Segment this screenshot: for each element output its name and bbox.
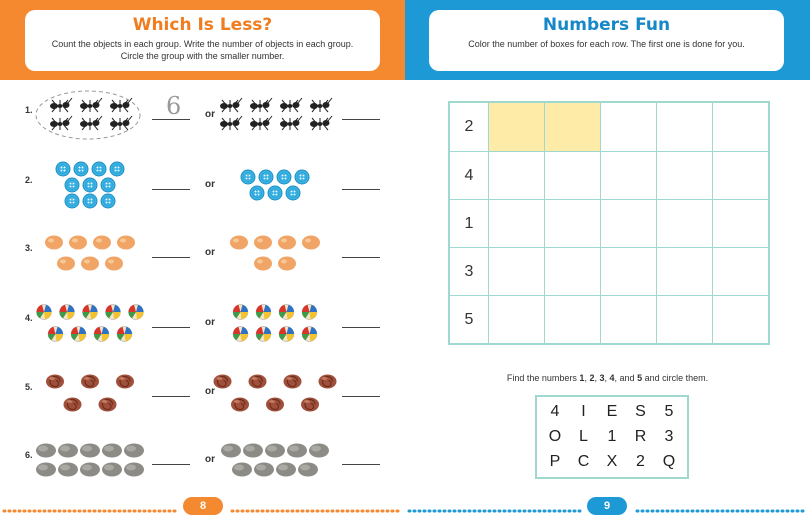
right-group[interactable] [221, 444, 329, 477]
right-banner [405, 0, 810, 80]
beach-ball-icon [37, 305, 52, 320]
egg-groups [0, 223, 405, 283]
row-number: 6. [25, 450, 33, 460]
grid-cell[interactable] [712, 103, 768, 151]
answer-line-right[interactable] [342, 189, 380, 190]
button-icon [83, 194, 97, 208]
page-number-right: 9 [587, 497, 627, 515]
row-number: 4. [25, 313, 33, 323]
ant-icon [310, 116, 332, 130]
right-group[interactable] [220, 98, 332, 130]
rock-icon [265, 444, 285, 458]
puzzle-character[interactable]: O [548, 428, 562, 445]
right-group[interactable] [214, 375, 337, 412]
comparison-row [0, 293, 405, 353]
beach-ball-icon [71, 327, 86, 342]
button-icon [74, 162, 88, 176]
ant-icon [220, 98, 242, 112]
ant-icon [250, 98, 272, 112]
rock-icon [276, 463, 296, 477]
grid-cell[interactable] [656, 152, 712, 200]
puzzle-character[interactable]: I [581, 403, 586, 420]
grid-row-label: 1 [464, 215, 474, 232]
beach-ball-icon [256, 305, 271, 320]
puzzle-character[interactable]: X [606, 453, 618, 470]
snail-shell-icon [81, 375, 99, 389]
row-number: 5. [25, 382, 33, 392]
button-icon [92, 162, 106, 176]
or-label: or [205, 179, 215, 190]
puzzle-character[interactable]: 1 [607, 428, 617, 445]
ant-icon [80, 98, 102, 112]
egg-icon [254, 257, 272, 271]
left-title-card [25, 10, 380, 71]
egg-icon [81, 257, 99, 271]
left-banner [0, 0, 405, 80]
rock-icon [36, 463, 56, 477]
rock-icon [80, 463, 100, 477]
grid-cell[interactable] [600, 103, 656, 151]
or-label: or [205, 317, 215, 328]
comparison-row [0, 362, 405, 422]
button-icon [286, 186, 300, 200]
answer-line-left[interactable] [152, 257, 190, 258]
beach-ball-icon [256, 327, 271, 342]
egg-icon [45, 236, 63, 250]
ant-icon [110, 116, 132, 130]
answer-line-left[interactable] [152, 189, 190, 190]
grid-cell[interactable] [544, 103, 600, 151]
button-icon [241, 170, 255, 184]
page-title-numbers-fun: Numbers Fun [542, 15, 671, 35]
ant-icon [50, 98, 72, 112]
find-number-1: 1 [579, 373, 585, 383]
rock-icon [243, 444, 263, 458]
puzzle-character[interactable]: P [549, 453, 561, 470]
snail-shell-icon [231, 398, 249, 412]
beach-ball-icon [60, 305, 75, 320]
left-group[interactable] [56, 162, 124, 208]
grid-cell[interactable] [600, 200, 656, 248]
right-page [405, 0, 810, 526]
egg-icon [117, 236, 135, 250]
rock-icon [287, 444, 307, 458]
left-instructions [25, 38, 380, 62]
rock-icon [124, 463, 144, 477]
puzzle-character[interactable]: L [579, 428, 588, 445]
page-title-which-is-less: Which Is Less? [132, 15, 273, 35]
snail-shell-icon [64, 398, 82, 412]
grid-row [450, 199, 768, 248]
grid-row-label: 4 [464, 167, 474, 184]
ant-icon [280, 116, 302, 130]
rock-icon [36, 444, 56, 458]
beach-ball-icon [129, 305, 144, 320]
egg-icon [254, 236, 272, 250]
egg-icon [93, 236, 111, 250]
grid-row-label: 3 [464, 263, 474, 280]
beach-ball-groups [0, 293, 405, 353]
beach-ball-icon [106, 305, 121, 320]
comparison-row [0, 430, 405, 490]
right-instructions: Color the number of boxes for each row. The first one is done for you. [468, 39, 745, 49]
answer-line-right[interactable] [342, 327, 380, 328]
egg-icon [278, 257, 296, 271]
left-group[interactable] [50, 98, 132, 130]
coloring-grid [448, 101, 770, 345]
button-icon [268, 186, 282, 200]
beach-ball-icon [94, 327, 109, 342]
grid-cell[interactable] [712, 248, 768, 296]
answer-line-left[interactable] [152, 396, 190, 397]
grid-cell[interactable] [656, 248, 712, 296]
snail-shell-icon [99, 398, 117, 412]
answer-line-right[interactable] [342, 119, 380, 120]
rock-icon [58, 444, 78, 458]
snail-shell-icon [319, 375, 337, 389]
snail-shell-icon [249, 375, 267, 389]
puzzle-character[interactable]: 5 [664, 403, 674, 420]
puzzle-character[interactable]: E [606, 403, 618, 420]
grid-row [450, 151, 768, 200]
answer-line-right[interactable] [342, 257, 380, 258]
row-number: 1. [25, 105, 33, 115]
left-instructions-line1: Count the objects in each group. Write the number of objects in each group. [51, 39, 354, 49]
grid-row [450, 295, 768, 344]
comparison-row [0, 85, 405, 145]
grid-cell[interactable] [712, 296, 768, 344]
rock-icon [102, 463, 122, 477]
row-number: 3. [25, 243, 33, 253]
egg-icon [57, 257, 75, 271]
find-number-4: 4 [609, 373, 615, 383]
puzzle-character[interactable]: R [634, 428, 647, 445]
or-label: or [205, 386, 215, 397]
grid-cell[interactable] [656, 200, 712, 248]
rock-icon [309, 444, 329, 458]
button-icon [101, 178, 115, 192]
puzzle-character[interactable]: 4 [550, 403, 560, 420]
grid-cell[interactable] [600, 296, 656, 344]
grid-cell[interactable] [544, 152, 600, 200]
puzzle-character[interactable]: S [635, 403, 646, 420]
egg-icon [230, 236, 248, 250]
button-icon [259, 170, 273, 184]
or-label: or [205, 247, 215, 258]
beach-ball-icon [302, 305, 317, 320]
grid-row-label: 5 [464, 311, 474, 328]
answer-circle [36, 91, 140, 139]
puzzle-character[interactable]: 2 [636, 453, 645, 470]
button-icon [295, 170, 309, 184]
grid-cell[interactable] [488, 296, 544, 344]
grid-cell[interactable] [656, 103, 712, 151]
beach-ball-icon [83, 305, 98, 320]
right-group[interactable] [230, 236, 320, 271]
ant-groups [0, 85, 405, 145]
button-icon [65, 178, 79, 192]
puzzle-character[interactable]: C [577, 453, 590, 470]
puzzle-character[interactable]: 3 [664, 428, 674, 445]
grid-row [450, 247, 768, 296]
rock-icon [124, 444, 144, 458]
beach-ball-icon [48, 327, 63, 342]
find-numbers-instruction: Find the numbers 1, 2, 3, 4, and 5 and circle them. [506, 373, 709, 383]
snail-shell-icon [46, 375, 64, 389]
rock-icon [102, 444, 122, 458]
grid-cell[interactable] [600, 152, 656, 200]
or-label: or [205, 454, 215, 465]
button-icon [83, 178, 97, 192]
grid-cell[interactable] [712, 200, 768, 248]
button-groups [0, 155, 405, 215]
comparison-row [0, 155, 405, 215]
right-group[interactable] [241, 170, 309, 200]
grid-cell[interactable] [544, 248, 600, 296]
beach-ball-icon [279, 327, 294, 342]
grid-cell[interactable] [600, 248, 656, 296]
grid-cell[interactable] [488, 248, 544, 296]
grid-row-label: 2 [464, 118, 474, 135]
ant-icon [220, 116, 242, 130]
rock-groups [0, 430, 405, 490]
button-icon [56, 162, 70, 176]
snail-shell-icon [266, 398, 284, 412]
right-title-card [429, 10, 784, 71]
grid-cell[interactable] [488, 152, 544, 200]
snail-shell-icon [301, 398, 319, 412]
egg-icon [302, 236, 320, 250]
snail-shell-groups [0, 362, 405, 422]
page-number-left: 8 [183, 497, 223, 515]
left-group[interactable] [46, 375, 134, 412]
beach-ball-icon [233, 327, 248, 342]
egg-icon [69, 236, 87, 250]
find-number-3: 3 [599, 373, 605, 383]
egg-icon [105, 257, 123, 271]
egg-icon [278, 236, 296, 250]
answer-line-right[interactable] [342, 464, 380, 465]
handwritten-answer: 6 [166, 92, 182, 120]
beach-ball-icon [233, 305, 248, 320]
grid-cell[interactable] [712, 152, 768, 200]
left-group[interactable] [37, 305, 144, 342]
answer-line-right[interactable] [342, 396, 380, 397]
find-text-suffix: and circle them. [642, 373, 709, 383]
beach-ball-icon [279, 305, 294, 320]
left-instructions-line2: Circle the group with the smaller number. [120, 51, 285, 61]
rock-icon [58, 463, 78, 477]
rock-icon [232, 463, 252, 477]
find-text-prefix: Find the numbers [506, 373, 580, 383]
grid-cell[interactable] [544, 296, 600, 344]
button-icon [65, 194, 79, 208]
rock-icon [298, 463, 318, 477]
snail-shell-icon [284, 375, 302, 389]
ant-icon [80, 116, 102, 130]
ant-icon [250, 116, 272, 130]
button-icon [250, 186, 264, 200]
left-group[interactable] [36, 444, 144, 477]
left-group[interactable] [45, 236, 135, 271]
letter-number-puzzle [535, 395, 689, 479]
rock-icon [254, 463, 274, 477]
answer-line-left[interactable] [152, 327, 190, 328]
ant-icon [310, 98, 332, 112]
beach-ball-icon [117, 327, 132, 342]
find-number-5: 5 [637, 373, 643, 383]
find-number-2: 2 [589, 373, 595, 383]
snail-shell-icon [116, 375, 134, 389]
button-icon [110, 162, 124, 176]
button-icon [101, 194, 115, 208]
grid-cell[interactable] [488, 103, 544, 151]
grid-cell[interactable] [488, 200, 544, 248]
puzzle-character[interactable]: Q [662, 453, 676, 470]
or-label: or [205, 109, 215, 120]
ant-icon [50, 116, 72, 130]
row-number: 2. [25, 175, 33, 185]
grid-row [450, 103, 768, 151]
comparison-row [0, 223, 405, 283]
answer-line-left[interactable] [152, 464, 190, 465]
rock-icon [221, 444, 241, 458]
right-group[interactable] [233, 305, 317, 342]
grid-cell[interactable] [544, 200, 600, 248]
ant-icon [280, 98, 302, 112]
rock-icon [80, 444, 100, 458]
button-icon [277, 170, 291, 184]
snail-shell-icon [214, 375, 232, 389]
grid-cell[interactable] [656, 296, 712, 344]
beach-ball-icon [302, 327, 317, 342]
